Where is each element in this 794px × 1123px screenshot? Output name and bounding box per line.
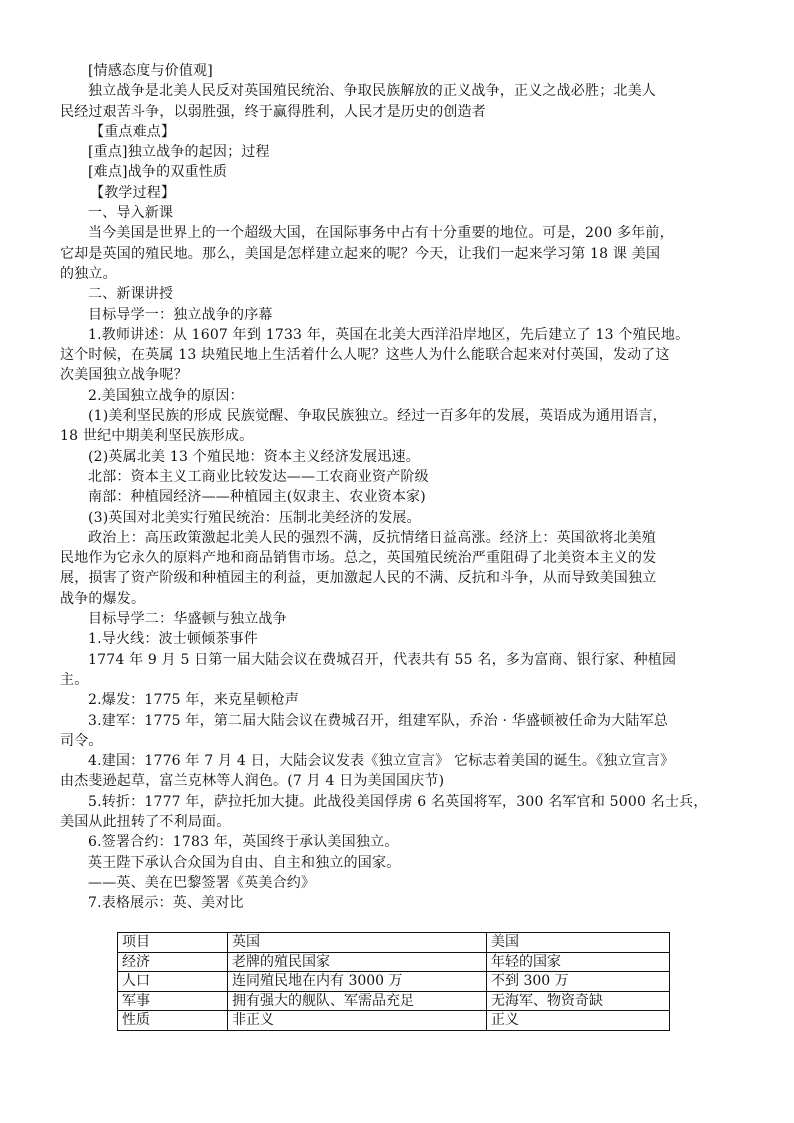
paragraph-line: 2.爆发：1775 年，来克星顿枪声 [88, 692, 300, 709]
paragraph-line: (1)美利坚民族的形成 民族觉醒、争取民族独立。经过一百多年的发展，英语成为通用语言， [88, 408, 667, 425]
paragraph-line: 3.建军：1775 年，第二届大陆会议在费城召开，组建军队，乔治 · 华盛顿被任命为大陆军总 [88, 712, 668, 729]
table-cell: 无海军、物资奇缺 [487, 991, 670, 1011]
paragraph-line: 这个时候，在英属 13 块殖民地上生活着什么人呢？这些人为什么能联合起来对付英国，发动了这 [60, 347, 670, 364]
comparison-table [117, 932, 670, 1031]
objective-heading-1: 目标导学一：独立战争的序幕 [88, 306, 273, 323]
paragraph-line: 5.转折：1777 年，萨拉托加大捷。此战役美国俘虏 6 名英国将军，300 名军官和 5000 名士兵， [88, 793, 708, 810]
table-cell: 连同殖民地在内有 3000 万 [228, 972, 487, 992]
paragraph-line: 民经过艰苦斗争，以弱胜强，终于赢得胜利，人民才是历史的创造者 [60, 103, 486, 120]
subheading-intro: 一、导入新课 [88, 205, 174, 222]
paragraph-line: 次美国独立战争呢？ [60, 367, 188, 384]
table-header-cell: 项目 [118, 933, 228, 953]
paragraph-line: 美国从此扭转了不利局面。 [60, 813, 231, 830]
table-cell: 拥有强大的舰队、军需品充足 [228, 991, 487, 1011]
table-row [118, 933, 670, 953]
paragraph-line: 6.签署合约：1783 年，英国终于承认美国独立。 [88, 834, 399, 851]
paragraph-line: 18 世纪中期美利坚民族形成。 [60, 428, 254, 445]
paragraph-line: 主。 [60, 671, 89, 688]
paragraph-line: 南部：种植园经济——种植园主(奴隶主、农业资本家) [88, 489, 426, 506]
table-row [118, 1011, 670, 1031]
table-cell: 经济 [118, 952, 228, 972]
paragraph-line: 政治上：高压政策激起北美人民的强烈不满，反抗情绪日益高涨。经济上：英国欲将北美殖 [88, 529, 656, 546]
table-cell: 非正义 [228, 1011, 487, 1031]
table-cell: 年轻的国家 [487, 952, 670, 972]
table-cell: 性质 [118, 1011, 228, 1031]
paragraph-line: 7.表格展示：英、美对比 [88, 895, 244, 912]
paragraph-line: 由杰斐逊起草，富兰克林等人润色。(7 月 4 日为美国国庆节) [60, 773, 445, 790]
paragraph-line: 1.导火线：波士顿倾茶事件 [88, 631, 258, 648]
paragraph-line: 英王陛下承认合众国为自由、自主和独立的国家。 [88, 854, 401, 871]
section-heading-teaching-process: 【教学过程】 [90, 184, 176, 201]
paragraph-line: 战争的爆发。 [60, 590, 146, 607]
table-row [118, 952, 670, 972]
table-cell: 不到 300 万 [487, 972, 670, 992]
paragraph-line: (3)英国对北美实行殖民统治：压制北美经济的发展。 [88, 509, 421, 526]
table-row [118, 991, 670, 1011]
paragraph-line: 2.美国独立战争的原因： [88, 387, 244, 404]
paragraph-line: 1.教师讲述：从 1607 年到 1733 年，英国在北美大西洋沿岸地区，先后建立了 13 个殖民地。 [88, 326, 690, 343]
paragraph-line: 当今美国是世界上的一个超级大国，在国际事务中占有十分重要的地位。可是，200 多年前， [88, 225, 674, 242]
paragraph-line: 1774 年 9 月 5 日第一届大陆会议在费城召开，代表共有 55 名，多为富商、银行家、种植园 [88, 651, 677, 668]
paragraph-line: 独立战争是北美人民反对英国殖民统治、争取民族解放的正义战争，正义之战必胜；北美人 [88, 83, 656, 100]
table-cell: 正义 [487, 1011, 670, 1031]
paragraph-line: [难点]战争的双重性质 [88, 164, 228, 181]
paragraph-line: ——英、美在巴黎签署《英美合约》 [88, 874, 316, 891]
table-cell: 老牌的殖民国家 [228, 952, 487, 972]
table-row [118, 972, 670, 992]
table-cell: 军事 [118, 991, 228, 1011]
table-header-cell: 英国 [228, 933, 487, 953]
section-heading-emotion: [情感态度与价值观] [88, 63, 213, 79]
table-header-cell: 美国 [487, 933, 670, 953]
table-cell: 人口 [118, 972, 228, 992]
paragraph-line: 的独立。 [60, 265, 117, 282]
paragraph-line: 司令。 [60, 732, 103, 749]
paragraph-line: (2)英属北美 13 个殖民地：资本主义经济发展迅速。 [88, 448, 420, 465]
paragraph-line: 北部：资本主义工商业比较发达——工农商业资产阶级 [88, 468, 429, 485]
section-heading-key-points: 【重点难点】 [90, 123, 176, 140]
subheading-new-lesson: 二、新课讲授 [88, 286, 174, 303]
lesson-plan-text [60, 61, 738, 913]
paragraph-line: 它却是英国的殖民地。那么，美国是怎样建立起来的呢？今天，让我们一起来学习第 18 课 美国 [60, 245, 661, 262]
paragraph-line: 展，损害了资产阶级和种植园主的利益，更加激起人民的不满、反抗和斗争，从而导致美国独立 [60, 570, 657, 587]
paragraph-line: 4.建国：1776 年 7 月 4 日，大陆会议发表《独立宣言》 它标志着美国的诞生。《独立宣言》 [88, 753, 675, 770]
objective-heading-2: 目标导学二：华盛顿与独立战争 [88, 611, 287, 628]
paragraph-line: 民地作为它永久的原料产地和商品销售市场。总之，英国殖民统治严重阻碍了北美资本主义的发 [60, 550, 657, 567]
paragraph-line: [重点]独立战争的起因；过程 [88, 144, 270, 161]
